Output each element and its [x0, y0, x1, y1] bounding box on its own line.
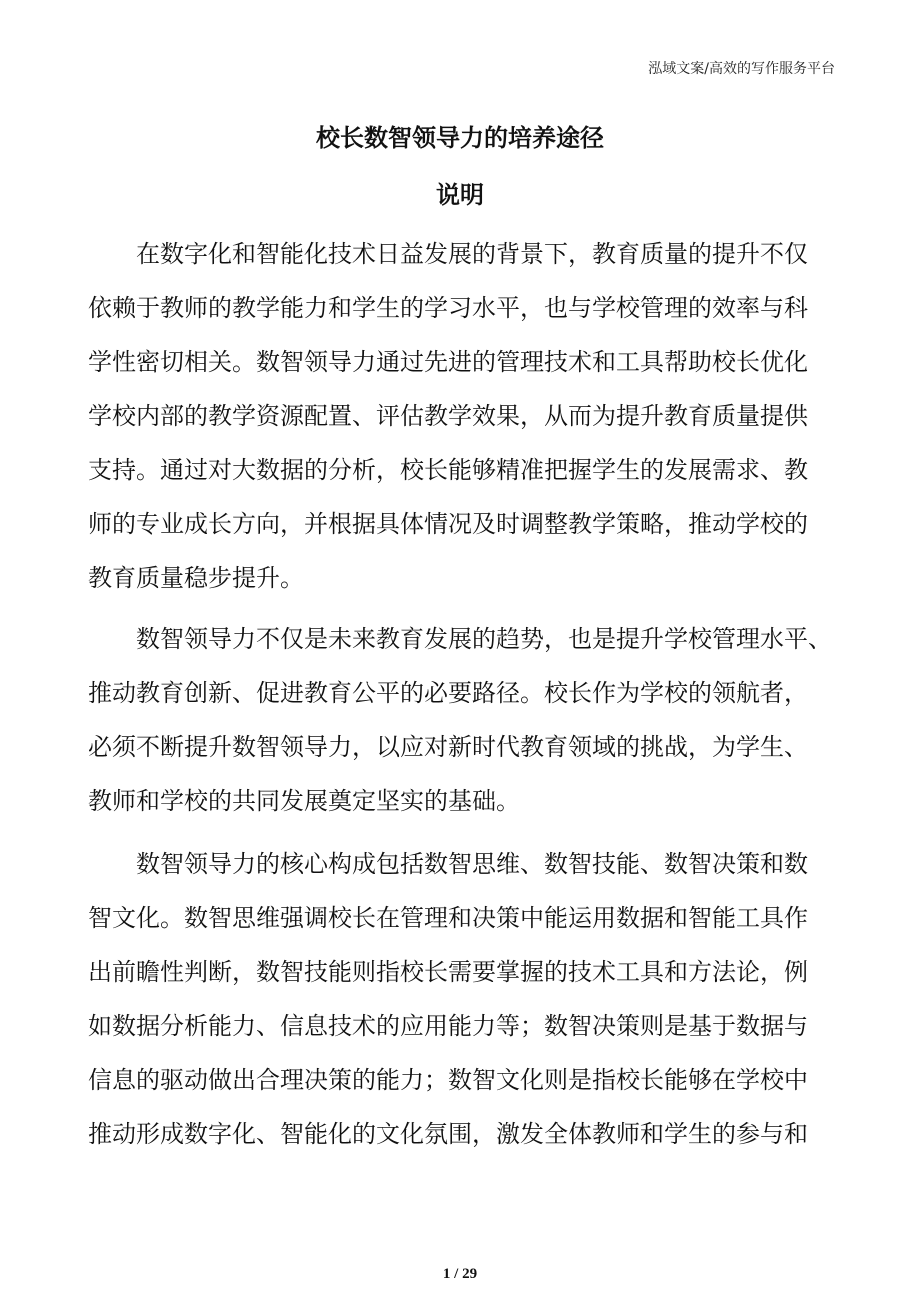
text-line: 数智领导力不仅是未来教育发展的趋势，也是提升学校管理水平、 [136, 627, 832, 653]
text-line: 师的专业成长方向，并根据具体情况及时调整教学策略，推动学校的 [88, 512, 808, 538]
text-line: 学校内部的教学资源配置、评估教学效果，从而为提升教育质量提供 [88, 404, 808, 430]
text-line: 出前瞻性判断，数智技能则指校长需要掌握的技术工具和方法论，例 [88, 960, 808, 986]
page-header: 泓域文案/高效的写作服务平台 [648, 61, 835, 77]
text-line: 教育质量稳步提升。 [88, 566, 304, 592]
text-line: 推动教育创新、促进教育公平的必要路径。校长作为学校的领航者， [88, 681, 808, 707]
text-line: 如数据分析能力、信息技术的应用能力等；数智决策则是基于数据与 [88, 1014, 808, 1040]
page-number: 1 / 29 [442, 1266, 478, 1282]
text-line: 支持。通过对大数据的分析，校长能够精准把握学生的发展需求、教 [88, 458, 808, 484]
text-line: 信息的驱动做出合理决策的能力；数智文化则是指校长能够在学校中 [88, 1068, 808, 1094]
section-heading: 说明 [436, 181, 484, 209]
text-line: 推动形成数字化、智能化的文化氛围，激发全体教师和学生的参与和 [88, 1122, 808, 1148]
text-line: 学性密切相关。数智领导力通过先进的管理技术和工具帮助校长优化 [88, 350, 808, 376]
text-line: 必须不断提升数智领导力，以应对新时代教育领域的挑战，为学生、 [88, 735, 808, 761]
text-line: 教师和学校的共同发展奠定坚实的基础。 [88, 789, 520, 815]
text-line: 数智领导力的核心构成包括数智思维、数智技能、数智决策和数 [136, 852, 808, 878]
text-line: 依赖于教师的教学能力和学生的学习水平，也与学校管理的效率与科 [88, 296, 808, 322]
text-line: 智文化。数智思维强调校长在管理和决策中能运用数据和智能工具作 [88, 906, 808, 932]
document-title: 校长数智领导力的培养途径 [316, 124, 604, 152]
text-line: 在数字化和智能化技术日益发展的背景下，教育质量的提升不仅 [136, 242, 808, 268]
